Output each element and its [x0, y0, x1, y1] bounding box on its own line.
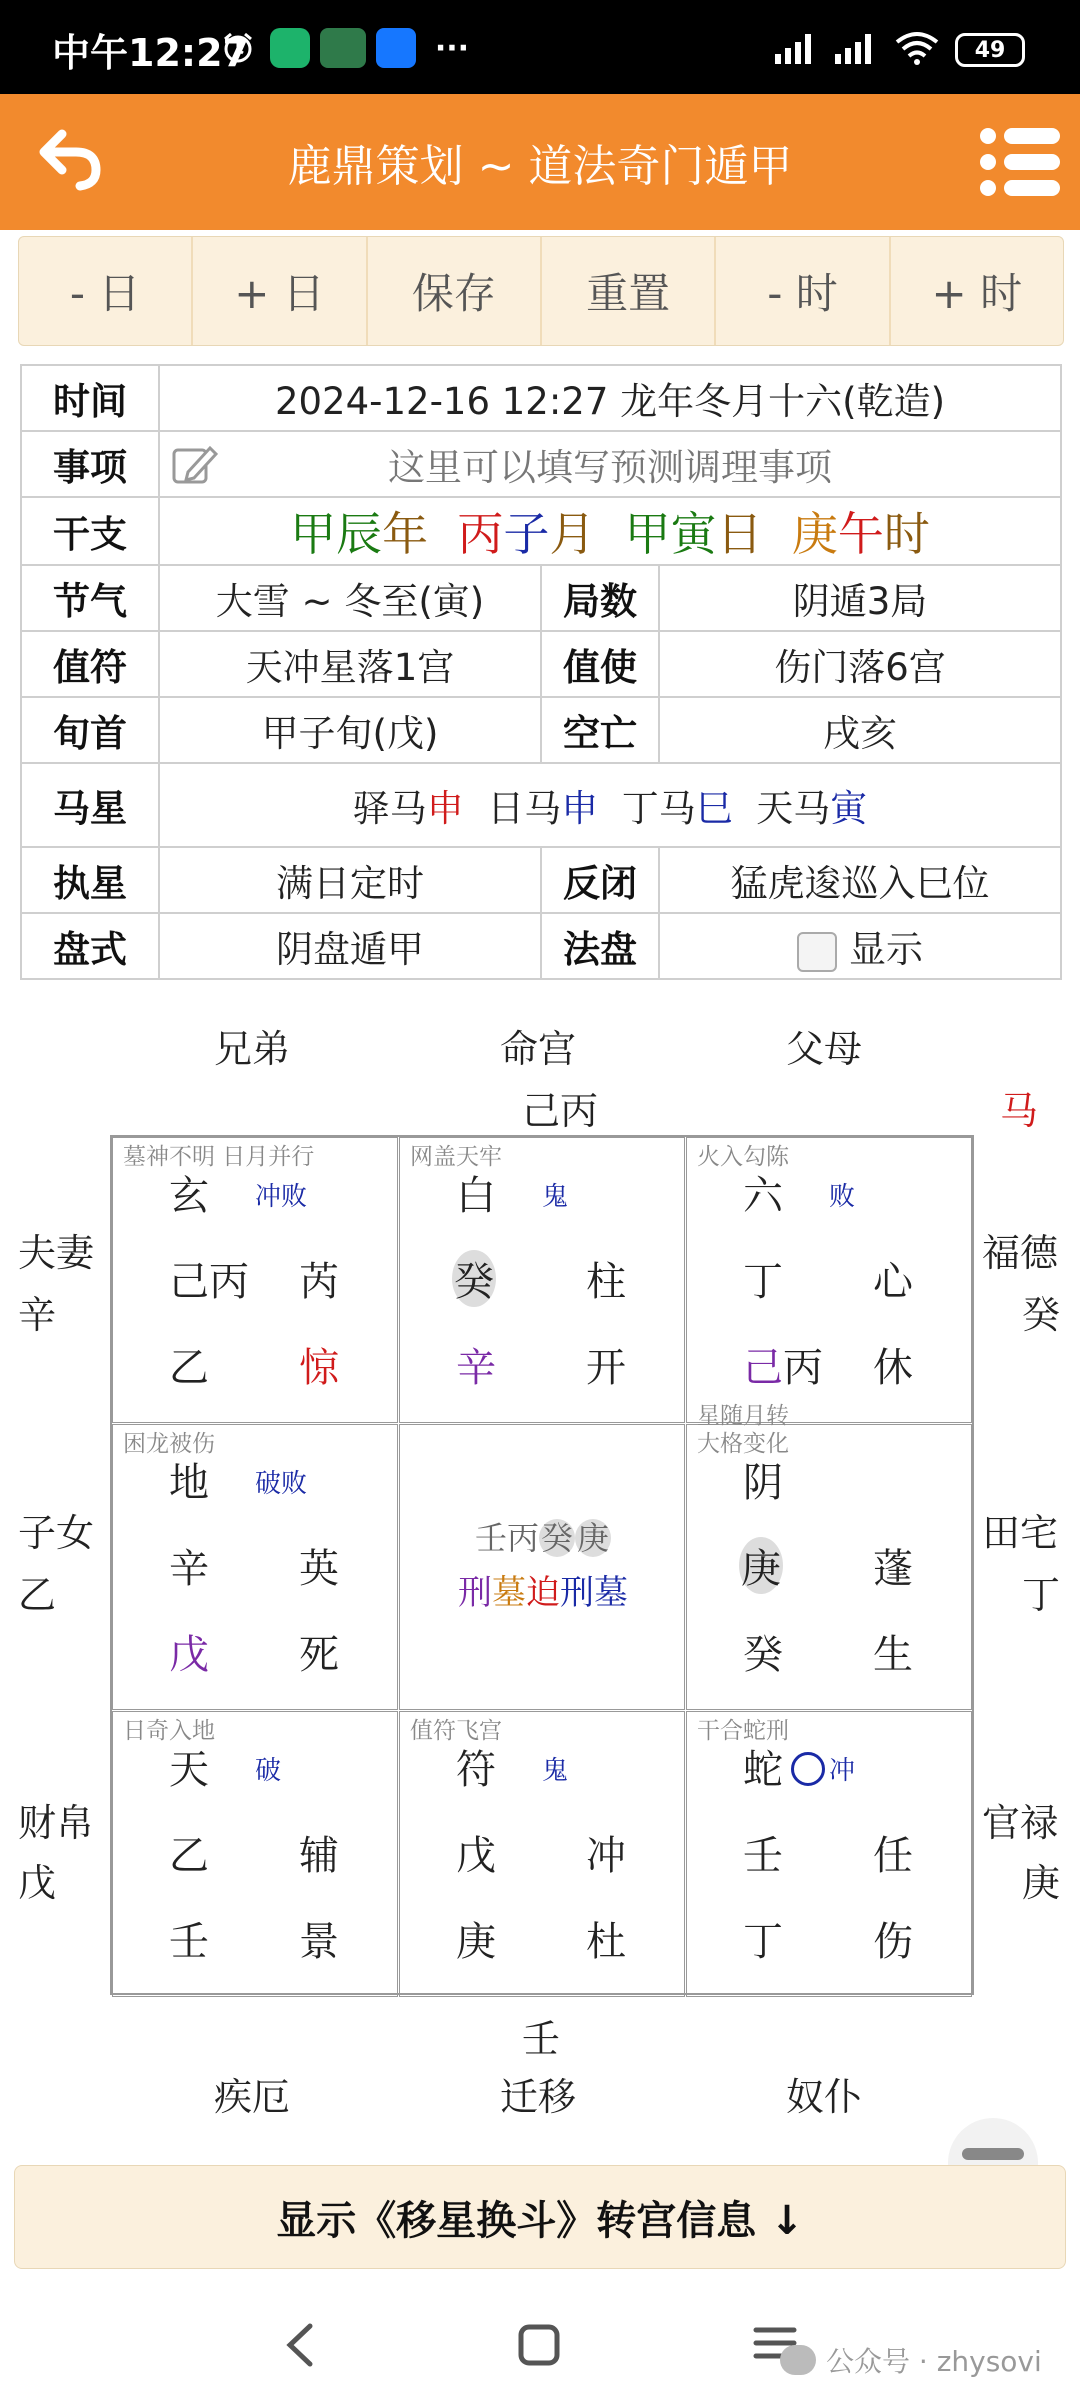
xunshou-label: 旬首: [21, 697, 159, 763]
mark-mu: 墓: [492, 1573, 526, 1613]
palace-cell-4[interactable]: [112, 1424, 398, 1710]
earth-stem: 庚: [456, 1919, 496, 1965]
month-stem: 丙: [457, 507, 504, 561]
panshi-label: 盘式: [21, 913, 159, 979]
earth-stem-1: 己: [743, 1345, 783, 1391]
nav-back-icon[interactable]: [280, 2320, 320, 2374]
cell-caption: 网盖天牢: [410, 1144, 502, 1170]
status-tag: 破: [255, 1756, 282, 1786]
palace-cell-1[interactable]: [112, 1137, 398, 1423]
palace-right-2: 田宅: [982, 1511, 1059, 1555]
plus-day-button[interactable]: + 日: [193, 237, 367, 345]
mark-xing-2: 刑: [560, 1573, 594, 1613]
god: 六: [743, 1173, 783, 1219]
item-input[interactable]: [159, 431, 1061, 497]
watermark: [780, 2340, 1042, 2380]
fanbi-value: 猛虎逡巡入巳位: [659, 847, 1061, 913]
palace-cell-center[interactable]: [399, 1424, 685, 1710]
star: 心: [873, 1259, 913, 1305]
zhixing-value: 满日定时: [159, 847, 541, 913]
ganzhi-value: [159, 497, 1061, 565]
star: 任: [873, 1833, 913, 1879]
clock: 中午12:27: [52, 31, 249, 75]
heaven-stem: 己丙: [169, 1259, 249, 1305]
earth-stem: 壬: [169, 1919, 209, 1965]
zhixing-label: 执星: [21, 847, 159, 913]
center-stem-1: 壬丙: [474, 1519, 539, 1557]
palace-label-top-center: 命宫: [500, 1027, 577, 1071]
mark-po: 迫: [526, 1573, 560, 1613]
earth-stem-2: 丙: [783, 1345, 823, 1391]
zhishi-label: 值使: [541, 631, 659, 697]
dingma-value: 巳: [695, 787, 733, 830]
item-placeholder: 这里可以填写预测调理事项: [388, 446, 832, 489]
wifi-icon: [892, 28, 942, 68]
god: 地: [169, 1460, 209, 1506]
nav-home-icon[interactable]: [516, 2322, 562, 2372]
kongwang-label: 空亡: [541, 697, 659, 763]
cell-caption: 干合蛇刑: [697, 1718, 789, 1744]
day-branch: 寅: [670, 507, 717, 561]
alarm-icon: [218, 28, 258, 68]
palace-cell-8[interactable]: [399, 1711, 685, 1997]
palace-right-1-gan: 癸: [1022, 1293, 1061, 1337]
cell-caption: 墓神不明 日月并行: [123, 1144, 315, 1170]
top-gan: 己丙: [522, 1089, 599, 1133]
status-tag: 冲败: [255, 1182, 308, 1212]
panshi-value: 阴盘遁甲: [159, 913, 541, 979]
jieqi-label: 节气: [21, 565, 159, 631]
palace-left-2: 子女: [18, 1511, 95, 1555]
center-marks: [400, 1565, 686, 1614]
status-bar: [0, 0, 1080, 94]
kongwang-circle-icon: [791, 1752, 825, 1786]
year-branch: 辰: [336, 507, 383, 561]
earth-stem: 丁: [743, 1919, 783, 1965]
app-notification-icon: [270, 28, 310, 68]
heaven-stem: 丁: [743, 1259, 783, 1305]
toolbar: [18, 236, 1064, 346]
star: 冲: [586, 1833, 626, 1879]
door: 开: [586, 1345, 626, 1391]
rima-label: 日马: [487, 787, 562, 830]
star: 芮: [299, 1259, 339, 1305]
month-branch: 子: [503, 507, 550, 561]
center-stem-2: 癸: [540, 1519, 573, 1557]
door: 惊: [299, 1345, 339, 1391]
god: 白: [456, 1173, 496, 1219]
maxing-value: [159, 763, 1061, 847]
palace-cell-7[interactable]: [112, 1711, 398, 1997]
jushu-value: 阴遁3局: [659, 565, 1061, 631]
palace-label-bottom-right: 奴仆: [786, 2075, 863, 2119]
palace-cell-9[interactable]: [686, 1711, 972, 1997]
star: 柱: [586, 1259, 626, 1305]
page-title: 鹿鼎策划 ~ 道法奇门遁甲: [287, 141, 793, 192]
plus-hour-button[interactable]: + 时: [931, 269, 1023, 318]
heaven-stem: 乙: [169, 1833, 209, 1879]
palace-label-top-right: 父母: [786, 1027, 863, 1071]
earth-stem: 癸: [743, 1632, 783, 1678]
heaven-stem: 庚: [739, 1537, 783, 1594]
yima-value: 申: [426, 787, 464, 830]
time-label: 时间: [21, 365, 159, 431]
door: 景: [299, 1919, 339, 1965]
palace-label-bottom-left: 疾厄: [214, 2075, 291, 2119]
palace-right-3: 官禄: [982, 1801, 1059, 1845]
palace-cell-2[interactable]: [399, 1137, 685, 1423]
info-table: [20, 364, 1062, 980]
status-tag: 鬼: [542, 1182, 569, 1212]
palace-left-2-gan: 乙: [18, 1573, 57, 1617]
jushu-label: 局数: [541, 565, 659, 631]
palace-left-3-gan: 戊: [18, 1861, 57, 1905]
earth-stem: 乙: [169, 1345, 209, 1391]
zhifu-value: 天冲星落1宫: [159, 631, 541, 697]
zhifu-label: 值符: [21, 631, 159, 697]
god: 蛇: [743, 1747, 783, 1793]
watermark-text: 公众号 · zhysovi: [826, 2345, 1042, 2378]
palace-left-1-gan: 辛: [18, 1293, 57, 1337]
tianma-label: 天马: [756, 787, 831, 830]
star: 蓬: [873, 1546, 913, 1592]
year-stem: 甲: [290, 507, 337, 561]
god: 阴: [743, 1460, 783, 1506]
month-suffix: 月: [549, 507, 596, 561]
ganzhi-label: 干支: [21, 497, 159, 565]
day-suffix: 日: [716, 507, 763, 561]
cell-caption: 大格变化: [697, 1431, 789, 1457]
status-tag: 鬼: [542, 1756, 569, 1786]
time-value: 2024-12-16 12:27 龙年冬月十六(乾造): [159, 365, 1061, 431]
palace-left-1: 夫妻: [18, 1231, 95, 1275]
signal-icon: [770, 28, 820, 68]
palace-label-bottom-center: 迁移: [500, 2075, 577, 2119]
door: 休: [873, 1345, 913, 1391]
kongwang-value: 戌亥: [659, 697, 1061, 763]
app-bar: [0, 94, 1080, 230]
heaven-stem: 壬: [743, 1833, 783, 1879]
status-tag: 败: [829, 1182, 856, 1212]
cell-caption-upper: 星随月转: [697, 1403, 789, 1429]
earth-stem: 戊: [169, 1632, 209, 1678]
star: 英: [299, 1546, 339, 1592]
door: 伤: [873, 1919, 913, 1965]
cell-caption: 日奇入地: [123, 1718, 215, 1744]
show-transfer-info-button[interactable]: 显示《移星换斗》转宫信息 ↓: [14, 2165, 1066, 2269]
minus-hour-button[interactable]: - 时: [716, 237, 890, 345]
item-label: 事项: [21, 431, 159, 497]
earth-stem: 辛: [456, 1345, 496, 1391]
save-button[interactable]: 保存: [368, 237, 542, 345]
zhishi-value: 伤门落6宫: [659, 631, 1061, 697]
god: 天: [169, 1747, 209, 1793]
qimen-grid: [110, 1135, 974, 1995]
fapan-label: 法盘: [541, 913, 659, 979]
palace-left-3: 财帛: [18, 1801, 95, 1845]
fapan-checkbox[interactable]: [797, 932, 837, 972]
hour-suffix: 时: [883, 507, 930, 561]
yima-label: 驿马: [352, 787, 427, 830]
edit-icon[interactable]: [170, 442, 218, 497]
cell-caption: 火入勾陈: [697, 1144, 789, 1170]
wechat-icon: [780, 2345, 816, 2375]
app-notification-icon-2: [320, 28, 366, 68]
battery-level: 49: [974, 37, 1006, 63]
day-stem: 甲: [624, 507, 671, 561]
dingma-label: 丁马: [621, 787, 696, 830]
palace-cell-3[interactable]: [686, 1137, 972, 1423]
fapan-checkbox-label: 显示: [849, 928, 923, 971]
signal-icon-2: [830, 28, 880, 68]
palace-right-3-gan: 庚: [1022, 1861, 1061, 1905]
minus-day-button[interactable]: - 日: [19, 237, 193, 345]
heaven-stem: 辛: [169, 1546, 209, 1592]
door: 杜: [586, 1919, 626, 1965]
heaven-stem: 戊: [456, 1833, 496, 1879]
palace-cell-6[interactable]: [686, 1403, 972, 1710]
reset-button[interactable]: 重置: [542, 237, 716, 345]
menu-icon[interactable]: [978, 124, 1062, 200]
hour-stem: 庚: [791, 507, 838, 561]
star: 辅: [299, 1833, 339, 1879]
god: 符: [456, 1747, 496, 1793]
status-tag: 冲: [829, 1756, 856, 1786]
tianma-value: 寅: [830, 787, 868, 830]
earth-stem: [743, 1336, 823, 1393]
god: 玄: [169, 1173, 209, 1219]
palace-label-top-left: 兄弟: [214, 1027, 291, 1071]
heaven-stem: 癸: [452, 1250, 496, 1307]
cell-caption: 值符飞宫: [410, 1718, 502, 1744]
ma-marker: 马: [1000, 1089, 1039, 1133]
alipay-icon: [376, 28, 416, 68]
palace-right-1: 福德: [982, 1231, 1059, 1275]
door: 生: [873, 1632, 913, 1678]
mark-xing: 刑: [458, 1573, 492, 1613]
palace-right-2-gan: 丁: [1022, 1573, 1061, 1617]
jieqi-value: 大雪 ~ 冬至(寅): [159, 565, 541, 631]
status-tag: 破败: [255, 1469, 308, 1499]
cell-caption: 困龙被伤: [123, 1431, 215, 1457]
system-nav-bar: [0, 2280, 1080, 2400]
more-notifications-icon: ···: [434, 30, 470, 66]
fapan-toggle[interactable]: [659, 913, 1061, 979]
center-stems: [400, 1513, 686, 1559]
door: 死: [299, 1632, 339, 1678]
fanbi-label: 反闭: [541, 847, 659, 913]
rima-value: 申: [561, 787, 599, 830]
hour-branch: 午: [837, 507, 884, 561]
mark-mu-2: 墓: [594, 1573, 628, 1613]
center-stem-3: 庚: [577, 1519, 610, 1557]
maxing-label: 马星: [21, 763, 159, 847]
battery-icon: [955, 33, 1025, 67]
bottom-gan: 壬: [522, 2017, 561, 2061]
year-suffix: 年: [382, 507, 429, 561]
xunshou-value: 甲子旬(戊): [159, 697, 541, 763]
